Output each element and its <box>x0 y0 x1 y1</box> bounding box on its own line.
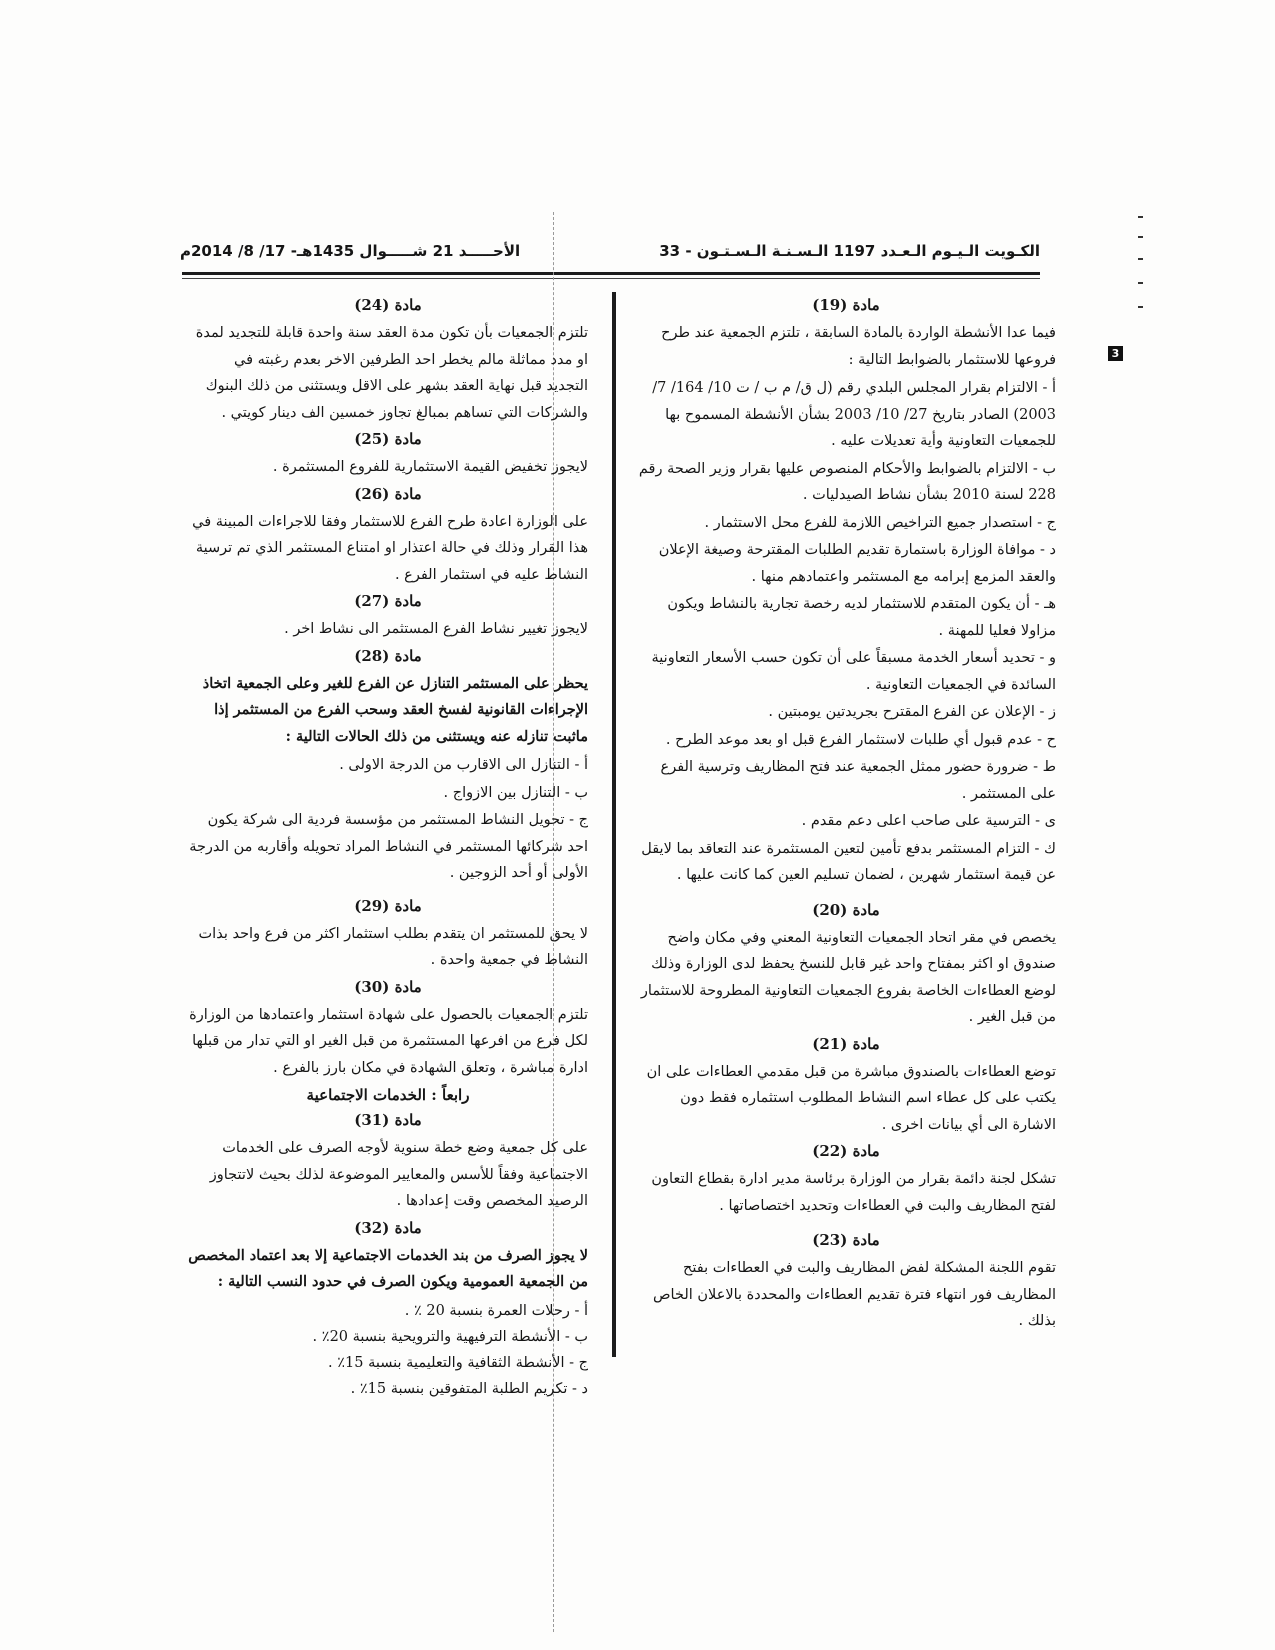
article-32-title: مادة (32) <box>354 1218 422 1237</box>
article-22-text: تشكل لجنة دائمة بقرار من الوزارة برئاسة مدير ادارة بقطاع التعاون لفتح المظاريف والبت في العطاءات وتحديد اختصاصاتها . <box>651 1171 1056 1214</box>
article-32-item-a: أ - رحلات العمرة بنسبة 20 ٪ . <box>404 1302 588 1319</box>
article-24-title: مادة (24) <box>354 296 422 314</box>
margin-tick <box>1138 236 1143 238</box>
article-19-item-j: ى - الترسية على صاحب اعلى دعم مقدم . <box>801 813 1056 829</box>
right-column <box>636 292 1056 1337</box>
article-26-title: مادة (26) <box>354 484 422 503</box>
header-date: الأحـــــد 21 شـــــوال 1435هـ- 17/ 8/ 2014م <box>180 242 521 260</box>
article-19-item-i: ط - ضرورة حضور ممثل الجمعية عند فتح المظاريف وترسية الفرع على المستثمر . <box>660 759 1056 802</box>
article-27-text: لايجوز تغيير نشاط الفرع المستثمر الى نشاط اخر . <box>284 621 588 637</box>
article-23-text: تقوم اللجنة المشكلة لفض المظاريف والبت في العطاءات بفتح المظاريف فور انتهاء فترة تقديم العطاءات والمحددة بالاعلان الخاص بذلك . <box>653 1260 1056 1329</box>
article-29-title: مادة (29) <box>354 896 422 915</box>
article-28-text: يحظر على المستثمر التنازل عن الفرع للغير وعلى الجمعية اتخاذ الإجراءات القانونية لفسخ العقد وسحب الفرع من المستثمر إذا ماثبت تنازله عنه ويستثنى من ذلك الحالات التالية : <box>202 674 588 745</box>
article-25-text: لايجوز تخفيض القيمة الاستثمارية للفروع المستثمرة . <box>272 459 588 475</box>
article-21-title: مادة (21) <box>812 1034 880 1053</box>
article-19-item-a: أ - الالتزام بقرار المجلس البلدي رقم (ل ق/ م ب / ت 10/ 164/ 7/ 2003) الصادر بتاريخ 27/ 10/ 2003 بشأن الأنشطة المسموح بها للجمعيات التعاونية وأية تعديلات عليه . <box>652 380 1056 449</box>
article-19-item-g: ز - الإعلان عن الفرع المقترح بجريدتين يومبتين . <box>768 704 1056 720</box>
article-20-title: مادة (20) <box>812 900 880 919</box>
article-22-title: مادة (22) <box>812 1142 880 1160</box>
column-divider <box>612 292 616 1357</box>
article-19-item-b: ب - الالتزام بالضوابط والأحكام المنصوص عليها بقرار وزير الصحة رقم 228 لسنة 2010 بشأن نشاط الصيدليات . <box>638 460 1056 503</box>
section-4-title: رابعاً : الخدمات الاجتماعية <box>306 1086 470 1104</box>
header-rule <box>182 272 1040 275</box>
article-29-text: لا يحق للمستثمر ان يتقدم بطلب استثمار اكثر من فرع واحد بذات النشاط في جمعية واحدة . <box>198 925 588 968</box>
article-21-text: توضع العطاءات بالصندوق مباشرة من قبل مقدمي العطاءات على ان يكتب على كل عطاء اسم النشاط المطلوب استثماره فقط دون الاشارة الى أي بيانات اخرى . <box>646 1063 1056 1133</box>
article-32-item-c: ج - الأنشطة الثقافية والتعليمية بنسبة 15٪ . <box>328 1354 588 1371</box>
margin-tick <box>1138 306 1143 308</box>
page-number-badge: 3 <box>1108 346 1123 361</box>
header-rule-thin <box>182 278 1040 279</box>
article-28-item-a: أ - التنازل الى الاقارب من الدرجة الاولى . <box>339 757 588 773</box>
header-issue-info: الكـويت الـيـوم الـعـدد 1197 الـسـنـة الـسـتـون - 33 <box>659 242 1040 260</box>
margin-tick <box>1138 282 1143 284</box>
article-30-title: مادة (30) <box>354 977 422 996</box>
margin-tick <box>1138 216 1143 218</box>
left-column <box>188 292 588 1402</box>
article-19-item-e: هـ - أن يكون المتقدم للاستثمار لديه رخصة تجارية بالنشاط ويكون مزاولا فعليا للمهنة . <box>667 596 1056 639</box>
margin-tick <box>1138 258 1143 260</box>
article-32-item-b: ب - الأنشطة الترفيهية والترويحية بنسبة 20٪ . <box>312 1328 588 1345</box>
article-31-text: على كل جمعية وضع خطة سنوية لأوجه الصرف على الخدمات الاجتماعية وفقاً للأسس والمعايير الموضوعة لذلك بحيث لاتتجاوز الرصيد المخصص وقت إعدادها . <box>209 1140 588 1209</box>
article-19-intro: فيما عدا الأنشطة الواردة بالمادة السابقة ، تلتزم الجمعية عند طرح فروعها للاستثمار بالضوابط التالية : <box>661 325 1056 368</box>
page-header <box>180 234 1040 274</box>
article-27-title: مادة (27) <box>354 592 422 610</box>
article-32-text: لا يجوز الصرف من بند الخدمات الاجتماعية إلا بعد اعتماد المخصص من الجمعية العمومية ويكون الصرف في حدود النسب التالية : <box>188 1246 588 1290</box>
article-32-item-d: د - تكريم الطلبة المتفوقين بنسبة 15٪ . <box>350 1380 588 1397</box>
article-30-text: تلتزم الجمعيات بالحصول على شهادة استثمار واعتمادها من الوزارة لكل فرع من افرعها المستثمرة من قبل الغير او التي تدار من قبلها ادارة مباشرة ، وتعلق الشهادة في مكان بارز بالفرع . <box>189 1006 588 1076</box>
article-24-text: تلتزم الجمعيات بأن تكون مدة العقد سنة واحدة قابلة للتجديد لمدة او مدد مماثلة مالم يخطر احد الطرفين الاخر بعدم رغبته في التجديد قبل نهاية العقد بشهر على الاقل ويستثنى من ذلك البنوك والشركات التي تساهم بمبالغ تجاوز خمسين الف دينار كويتي . <box>195 325 588 421</box>
article-28-item-c: ج - تحويل النشاط المستثمر من مؤسسة فردية الى شركة يكون احد شركائها المستثمر في النشاط المراد تحويله وأقاربه من الدرجة الأولى أو أحد الزوجين . <box>189 812 588 881</box>
article-19-item-h: ح - عدم قبول أي طلبات لاستثمار الفرع قبل او بعد موعد الطرح . <box>665 731 1056 748</box>
article-19-item-c: ج - استصدار جميع التراخيص اللازمة للفرع محل الاستثمار . <box>704 514 1056 531</box>
article-19-item-k: ك - التزام المستثمر بدفع تأمين لتعين المستثمرة عند التعاقد بما لايقل عن قيمة استثمار شهرين ، لضمان تسليم العين كما كانت عليها . <box>641 840 1056 883</box>
article-31-title: مادة (31) <box>354 1111 422 1129</box>
article-19-item-f: و - تحديد أسعار الخدمة مسبقاً على أن تكون حسب الأسعار التعاونية السائدة في الجمعيات التعاونية . <box>651 650 1056 693</box>
article-23-title: مادة (23) <box>812 1231 880 1249</box>
article-19-item-d: د - موافاة الوزارة باستمارة تقديم الطلبات المقترحة وصيغة الإعلان والعقد المزمع إبرامه مع المستثمر واعتمادهم منها . <box>658 542 1056 585</box>
article-20-text: يخصص في مقر اتحاد الجمعيات التعاونية المعني وفي مكان واضح صندوق او اكثر بمفتاح واحد غير قابل للنسخ يحفظ لدى الوزارة وذلك لوضع العطاءات الخاصة بفروع الجمعيات التعاونية المطروحة للاستثمار من قبل الغير . <box>640 929 1056 1025</box>
article-25-title: مادة (25) <box>354 430 422 448</box>
article-28-item-b: ب - التنازل بين الازواج . <box>443 784 588 801</box>
article-26-text: على الوزارة اعادة طرح الفرع للاستثمار وفقا للاجراءات المبينة في هذا القرار وذلك في حالة اعتذار او امتناع المستثمر الذي تم ترسية النشاط عليه في استثمار الفرع . <box>192 513 588 583</box>
article-19-title: مادة (19) <box>812 296 880 314</box>
article-28-title: مادة (28) <box>354 646 422 665</box>
